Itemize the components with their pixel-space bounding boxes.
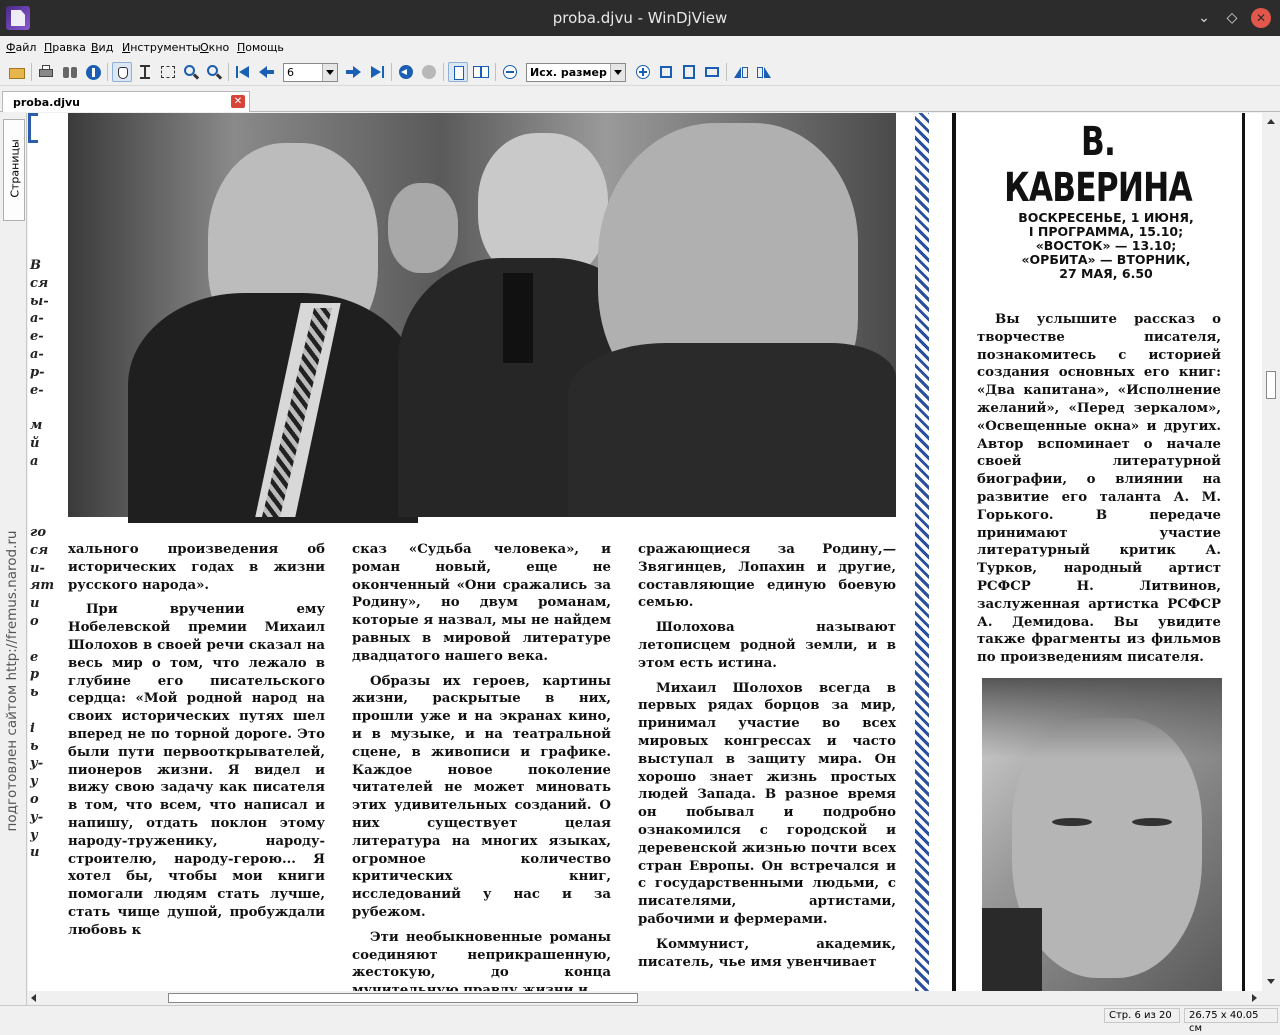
text-fragment: у: [30, 774, 38, 790]
status-page: Стр. 6 из 20: [1104, 1008, 1180, 1023]
text-fragment: е: [30, 649, 39, 665]
text-fragment: е-: [30, 382, 44, 398]
text-fragment: и: [30, 845, 40, 861]
menu-bar: [0, 36, 1280, 58]
column-rule: [1242, 113, 1245, 991]
paragraph: сражающиеся за Родину,— Звягинцев, Лопахин и другие, составляющие единую боевую семью.: [638, 542, 896, 611]
text-fragment: р-: [30, 364, 45, 380]
zoom-combo[interactable]: Исх. размер: [526, 63, 626, 82]
kaverin-text: [977, 311, 1221, 674]
menu-view[interactable]: Вид: [91, 41, 114, 54]
text-fragment: В: [30, 258, 41, 273]
tab-document[interactable]: [2, 91, 250, 112]
text-select-icon[interactable]: [135, 62, 155, 82]
title-bar: [0, 0, 1280, 36]
text-fragment: [30, 399, 54, 417]
paragraph: хального произведения об исторических годах в жизни русского народа».: [68, 542, 325, 593]
text-fragment: у: [30, 827, 38, 843]
text-fragment: го: [30, 524, 46, 540]
broadcast-schedule: ВОСКРЕСЕНЬЕ, 1 ИЮНЯ, І ПРОГРАММА, 15.10; «ВОСТОК» — 13.10; «ОРБИТА» — ВТОРНИК, 27 МАЯ, 6.50: [1018, 210, 1194, 281]
rect-select-icon[interactable]: [158, 62, 178, 82]
text-fragment: ся: [30, 542, 49, 558]
text-fragment: [30, 471, 54, 489]
text-fragment: [30, 506, 54, 524]
left-column-fragments: [28, 113, 55, 991]
zoom-rect-icon[interactable]: [204, 62, 224, 82]
fit-page-icon[interactable]: [679, 62, 699, 82]
horizontal-scrollbar[interactable]: [28, 991, 1262, 1005]
kaverin-heading: В. КАВЕРИНА: [1004, 119, 1192, 211]
decorative-border: [915, 113, 929, 991]
text-fragment: [30, 631, 54, 649]
window-title: proba.djvu - WinDjView: [552, 9, 728, 27]
text-fragment: й: [30, 435, 40, 451]
status-bar: [0, 1005, 1280, 1034]
actual-size-icon[interactable]: [702, 62, 722, 82]
text-fragment: о: [30, 613, 39, 629]
menu-window[interactable]: Окно: [200, 41, 230, 54]
text-fragment: р: [30, 667, 40, 683]
menu-edit[interactable]: Правка: [44, 41, 86, 54]
text-fragment: у-: [30, 756, 44, 772]
text-fragment: ы-: [30, 293, 49, 309]
scroll-up-icon[interactable]: [1267, 119, 1275, 124]
chevron-down-icon[interactable]: [322, 64, 337, 81]
hand-tool-icon[interactable]: [112, 62, 132, 82]
article-column-2: [352, 541, 611, 1007]
menu-help[interactable]: Помощь: [237, 41, 284, 54]
menu-file[interactable]: Файл: [6, 41, 37, 54]
back-icon[interactable]: [396, 62, 416, 82]
forward-icon[interactable]: [419, 62, 439, 82]
photo-sholokhov-group: [68, 113, 896, 517]
text-fragment: ся: [30, 275, 49, 291]
close-icon[interactable]: ✕: [231, 95, 245, 108]
toolbar: [0, 58, 1280, 86]
document-view[interactable]: [28, 113, 1262, 991]
article-column-3: [638, 541, 896, 978]
text-fragment: а-: [30, 311, 44, 327]
photo-kaverin-portrait: [982, 678, 1222, 991]
text-fragment: а: [30, 453, 39, 469]
zoom-in-icon[interactable]: [633, 62, 653, 82]
fit-width-icon[interactable]: [656, 62, 676, 82]
facing-pages-icon[interactable]: [471, 62, 491, 82]
status-size: 26.75 x 40.05 см: [1184, 1008, 1278, 1023]
paragraph: Вы услышите рассказ о творчестве писателя, познакомитесь с историей создания основных его книг: «Два капитана», «Исполнение желаний», «Перед зеркалом», «Освещенные окна» и других. Автор вспоминает о начале своей литературной биографии, о влиянии на развитие его таланта А. М. Горького. В передаче принимают участие литературный критик А. Турков, народный артист РСФСР Н. Литвинов, заслуженная артистка РСФСР А. Демидова. Вы увидите также фрагменты из фильмов по произведениям писателя.: [977, 312, 1221, 666]
prev-page-icon[interactable]: [256, 62, 276, 82]
paragraph: При вручении ему Нобелевской премии Михаил Шолохов в своей речи сказал на весь мир о том, что лежало в глубине его писательского сердца: «Мой родной народ на своих исторических путях шел вперед не по торной дороге. Это были пути первооткрывателей, пионеров жизни. Я видел и вижу свою задачу как писателя в том, что всем, что написал и напишу, отдать поклон этому народу-труженику, народу-строителю, народу-герою... Я хотел бы, чтобы мои книги помогали людям стать лучше, стать чище душой, пробуждали любовь к: [68, 602, 325, 938]
zoom-in-tool-icon[interactable]: [181, 62, 201, 82]
pages-tab-label: Страницы: [8, 139, 22, 198]
maximize-button[interactable]: ◇: [1226, 10, 1238, 26]
open-icon[interactable]: [7, 62, 27, 82]
vertical-scrollbar[interactable]: [1262, 113, 1280, 991]
page-number-field[interactable]: 6: [283, 63, 338, 82]
column-rule: [952, 113, 956, 991]
text-fragment: у-: [30, 809, 44, 825]
first-page-icon[interactable]: [233, 62, 253, 82]
text-fragment: м: [30, 418, 43, 434]
rotate-right-icon[interactable]: [754, 62, 774, 82]
find-icon[interactable]: [60, 62, 80, 82]
next-page-icon[interactable]: [344, 62, 364, 82]
minimize-button[interactable]: ⌄: [1198, 10, 1210, 26]
close-button[interactable]: ✕: [1251, 8, 1271, 28]
print-icon[interactable]: [36, 62, 56, 82]
last-page-icon[interactable]: [367, 62, 387, 82]
single-page-icon[interactable]: [448, 62, 468, 82]
paragraph: Образы их героев, картины жизни, раскрытые в них, прошли уже и на экранах кино, и в музыке, и на театральной сцене, в живописи и графике. Каждое новое поколение читателей не может миновать этих удивительных созданий. О них существует целая литература на многих языках, огромное количество критических книг, исследований у нас и за рубежом.: [352, 673, 611, 920]
text-fragment: ь: [30, 685, 39, 701]
article-column-1: [68, 541, 325, 947]
paragraph: сказ «Судьба человека», и роман новый, еще не оконченный «Они сражались за Родину», но двум романам, которые я назвал, мы не найдем равных в мировой литературе двадцатого нашего века.: [352, 542, 611, 664]
text-fragment: і: [30, 720, 35, 736]
scroll-thumb[interactable]: [168, 993, 638, 1003]
scroll-thumb[interactable]: [1266, 371, 1276, 399]
text-fragment: а-: [30, 346, 44, 362]
rotate-left-icon[interactable]: [731, 62, 751, 82]
text-fragment: [30, 702, 54, 720]
text-fragment: [30, 488, 54, 506]
chevron-down-icon[interactable]: [610, 64, 625, 81]
tab-bar: [0, 88, 1280, 112]
text-fragment: ь: [30, 738, 39, 754]
paragraph: Эти необыкновенные романы соединяют неприкрашенную, жестокую, до конца: [352, 929, 611, 981]
menu-tools[interactable]: Инструменты: [122, 41, 201, 54]
paragraph: Михаил Шолохов всегда в первых рядах борцов за мир, принимал участие во всех мировых конгрессах и часто выступал в защиту мира. Он хорошо знает жизнь простых людей Запада. В разное время он побывал и подробно ознакомился с городской и деревенской жизнью почти всех стран Европы. Он встречался и с государственными людьми, с писателями, артистами, рабочими и фермерами.: [638, 680, 896, 927]
tab-label: proba.djvu: [13, 96, 80, 109]
text-fragment: ят: [30, 578, 55, 594]
text-fragment: о: [30, 791, 39, 807]
scroll-right-icon[interactable]: [1252, 994, 1257, 1002]
scroll-down-icon[interactable]: [1267, 979, 1275, 984]
watermark-text: подготовлен сайтом http://fremus.narod.ru: [4, 530, 20, 832]
side-panel: [0, 113, 27, 1005]
text-fragment: и-: [30, 560, 45, 576]
pages-tab[interactable]: [3, 119, 25, 221]
text-fragment: е-: [30, 329, 44, 345]
paragraph: Коммунист, академик, писатель, чье имя увенчивает: [638, 936, 896, 970]
text-fragment: и: [30, 596, 40, 612]
paragraph: Шолохова называют летописцем родной земли, и в этом есть истина.: [638, 620, 896, 671]
zoom-out-icon[interactable]: [500, 62, 520, 82]
scroll-left-icon[interactable]: [31, 994, 36, 1002]
info-icon[interactable]: [83, 62, 103, 82]
